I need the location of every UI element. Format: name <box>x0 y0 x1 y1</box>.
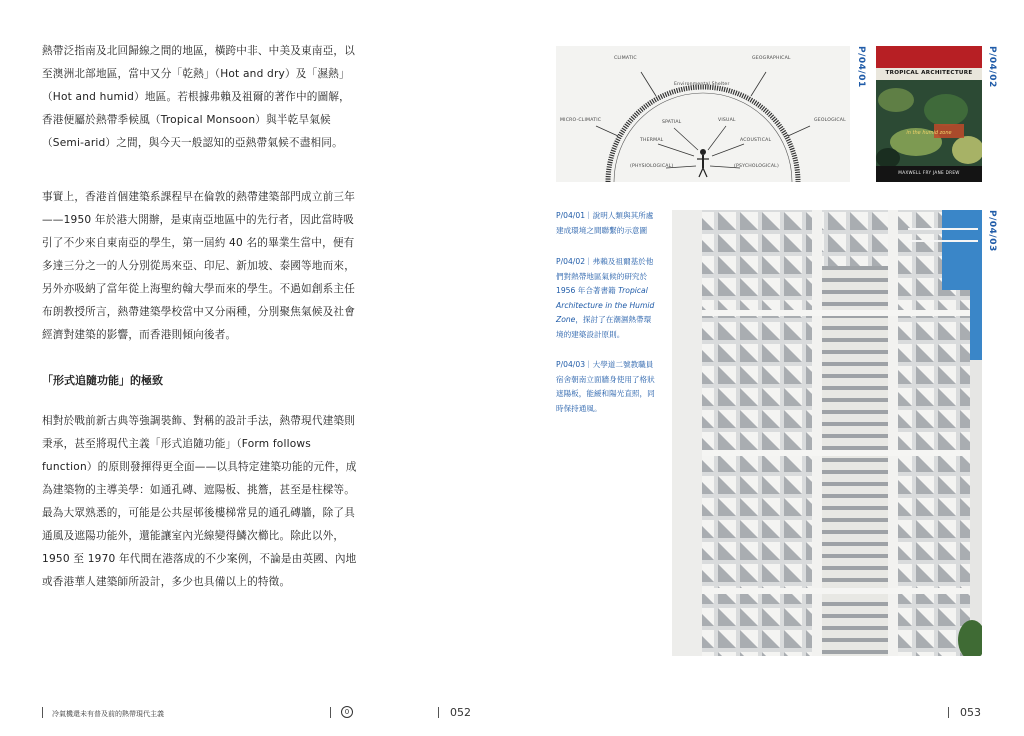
body-paragraph-3: 相對於戰前新古典等強調裝飾、對稱的設計手法，熱帶現代建築則秉承，甚至將現代主義「形式追隨功能」（Form follows function）的原則發揮得更全面——以具特定建築功能的元件，成為建築物的主導美學：如通孔磚、遮陽板、挑簷，甚至是柱樑等。最為大眾熟悉的，可能是公共屋邨後樓梯常見的通孔磚牆，除了具通風及遮陽功能外，還能讓室內光線變得鱗次櫛比。除此以外，1950 至 1970 年代間在港落成的不少案例，不論是由英國、內地或香港華人建築師所設計，多少也具備以上的特徵。 <box>42 415 357 588</box>
cover-title: TROPICAL ARCHITECTURE <box>885 70 973 76</box>
cover-subtitle: in the humid zone <box>906 130 952 136</box>
arrow-micro <box>596 126 618 136</box>
label-shelter: Environmental Shelter <box>674 82 730 87</box>
label-visual: VISUAL <box>718 118 736 123</box>
human-leg-left <box>699 168 703 177</box>
footer-chapter-symbol: 0 <box>341 706 353 718</box>
cover-red-block <box>876 46 982 68</box>
facade-photo <box>672 210 982 656</box>
section-heading: 「形式追隨功能」的極致 <box>42 374 163 387</box>
label-climatic: CLIMATIC <box>614 56 637 61</box>
caption-figure-3 <box>556 358 656 416</box>
footer-divider-2 <box>330 707 331 718</box>
cover-pattern <box>876 80 982 166</box>
label-thermal: THERMAL <box>640 138 664 143</box>
footer-divider-4 <box>948 707 949 718</box>
facade-graphic <box>672 210 982 656</box>
arrow-visual <box>708 126 726 150</box>
caption-figure-2 <box>556 255 656 342</box>
arrow-climatic <box>641 72 656 96</box>
human-head <box>700 149 706 155</box>
cover-authors: MAXWELL FRY JANE DREW <box>898 170 960 175</box>
body-paragraph-2: 事實上，香港首個建築系課程早在倫敦的熱帶建築部門成立前三年——1950 年於港大開辦，是東南亞地區中的先行者，因此當時吸引了不少來自東南亞的學生，第一屆約 40 名的畢業生當中，便有多達三分之一的人分別從馬來亞、印尼、新加坡、泰國等地而來，另外亦吸納了當年從上海聖約翰大學而來的學生。不過如創系主任布朗教授所言，熱帶建築學校當中又分兩種，分別聚焦氣候及社會經濟對建築的影響，而香港則傾向後者。 <box>42 191 356 341</box>
caption-2-book-title: Tropical Architecture in the Humid Zone <box>556 286 655 324</box>
caption-2-ref: P/04/02｜ <box>556 257 593 266</box>
book-cover-image <box>876 46 982 182</box>
label-geographical: GEOGRAPHICAL <box>752 56 791 61</box>
environmental-shelter-diagram <box>556 46 850 182</box>
label-acoustical: ACOUSTICAL <box>740 138 772 143</box>
arrow-geographical <box>751 72 766 96</box>
arrow-geological <box>788 126 810 136</box>
page-number-left: 052 <box>450 706 471 719</box>
figure-label-2: P/04/02 <box>987 46 997 88</box>
caption-figure-1 <box>556 209 656 238</box>
label-psychological: (PSYCHOLOGICAL) <box>734 164 779 169</box>
label-geological: GEOLOGICAL <box>814 118 846 123</box>
arrow-spatial <box>674 128 698 150</box>
label-physiological: (PHYSIOLOGICAL) <box>630 164 674 169</box>
figure-label-1: P/04/01 <box>856 46 866 88</box>
arrow-thermal <box>658 144 694 156</box>
caption-2-text-b: ，探討了在潮濕熱帶環境的建築設計原則。 <box>556 315 652 339</box>
footer-divider-3 <box>438 707 439 718</box>
arrow-acoustical <box>712 144 744 156</box>
label-spatial: SPATIAL <box>662 120 682 125</box>
label-micro-climatic: MICRO-CLIMATIC <box>560 118 602 123</box>
caption-1-text: 說明人類與其所處建成環境之間聯繫的示意圖 <box>556 211 654 235</box>
caption-3-text: 大學道二號教職員宿舍朝南立面牆身使用了格狀遮陽板，能緩和陽光直照，同時保持通風。 <box>556 360 655 413</box>
figure-label-3: P/04/03 <box>987 210 997 252</box>
page-number-right: 053 <box>960 706 981 719</box>
footer-divider-1 <box>42 707 43 718</box>
caption-3-ref: P/04/03｜ <box>556 360 593 369</box>
caption-1-ref: P/04/01｜ <box>556 211 593 220</box>
body-paragraph-1: 熱帶泛指南及北回歸線之間的地區，橫跨中非、中美及東南亞，以至澳洲北部地區，當中又分「乾熱」（Hot and dry）及「濕熱」（Hot and humid）地區。若根據弗賴及祖爾的著作中的圖解，香港便屬於熱帶季候風（Tropical Monsoon）與半乾旱氣候（Semi-arid）之間，與今天一般認知的亞熱帶氣候不盡相同。 <box>42 45 356 149</box>
diagram-graphic <box>556 46 850 182</box>
caption-2-text-a: 弗賴及祖爾基於他們對熱帶地區氣候的研究於 1956 年合著書籍 <box>556 257 654 295</box>
human-leg-right <box>703 168 707 177</box>
footer-book-title: 冷氣機還未有普及前的熱帶現代主義 <box>52 710 164 718</box>
